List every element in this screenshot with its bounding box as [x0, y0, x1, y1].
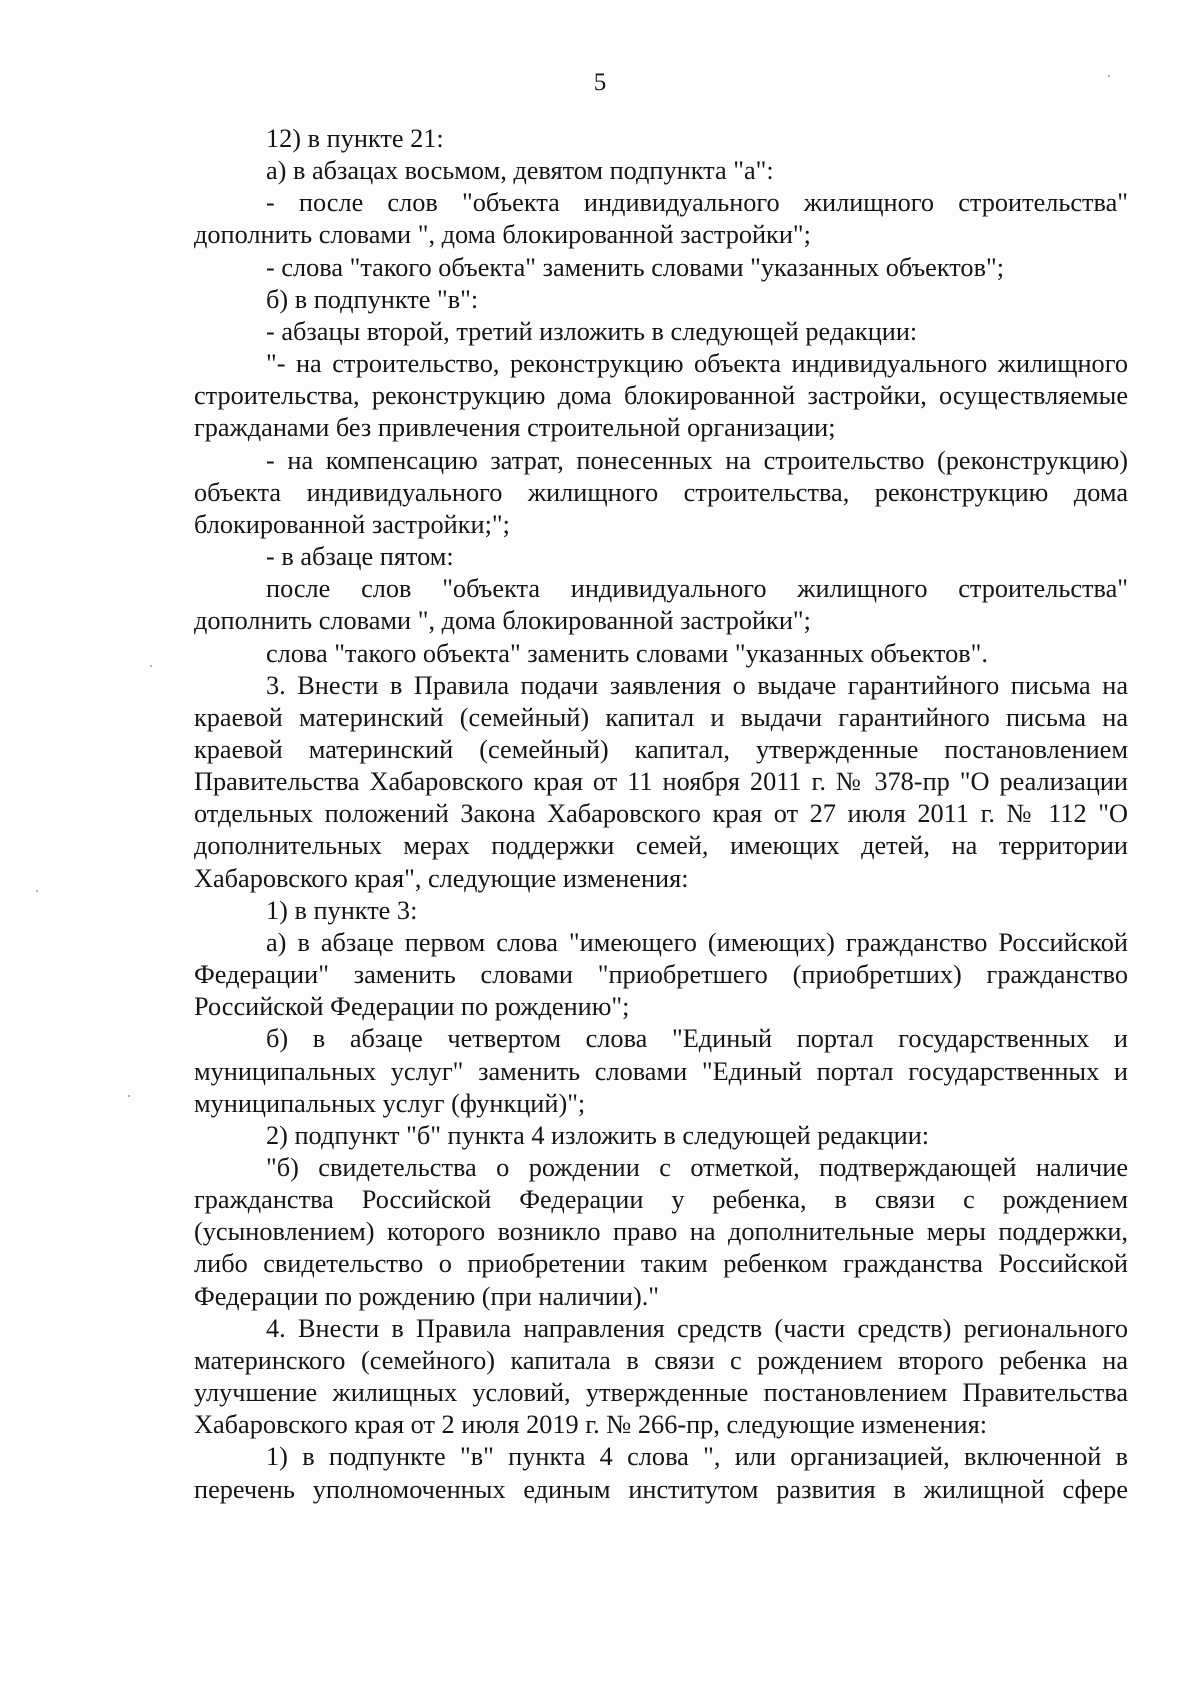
paragraph: - слова "такого объекта" заменить словами "указанных объектов";: [266, 252, 1005, 282]
paragraph: 1) в пункте 3:: [266, 895, 418, 925]
paragraph: после слов "объекта индивидуального жилищного строительства" дополнить словами ", дома блокированной застройки";: [194, 574, 1128, 636]
paragraph: 1) в подпункте "в" пункта 4 слова ", или организацией, включенной в перечень уполномоченных единым институтом развития в жилищной сфере: [194, 1442, 1128, 1504]
paragraph: - в абзаце пятом:: [266, 542, 454, 572]
paragraph: "- на строительство, реконструкцию объекта индивидуального жилищного строительства, реконструкцию дома блокированной застройки, осуществляемые гражданами без привлечения строительной организации;: [194, 349, 1128, 443]
paragraph: 2) подпункт "б" пункта 4 изложить в следующей редакции:: [266, 1120, 930, 1150]
scan-speck: [128, 1095, 130, 1097]
paragraph: 4. Внести в Правила направления средств (части средств) регионального материнского (семейного) капитала в связи с рождением второго ребенка на улучшение жилищных условий, утвержденные постановлением Правительства Хабаровского края от 2 июля 2019 г. № 266-пр, следующие изменения:: [194, 1313, 1128, 1440]
paragraph: б) в абзаце четвертом слова "Единый портал государственных и муниципальных услуг" заменить словами "Единый портал государственных и муниципальных услуг (функций)";: [194, 1024, 1128, 1118]
scan-speck: [150, 665, 152, 667]
paragraph: а) в абзаце первом слова "имеющего (имеющих) гражданство Российской Федерации" заменить словами "приобретшего (приобретших) гражданство Российской Федерации по рождению";: [194, 927, 1128, 1022]
paragraph: - абзацы второй, третий изложить в следующей редакции:: [266, 316, 918, 346]
paragraph: слова "такого объекта" заменить словами "указанных объектов".: [266, 638, 988, 668]
paragraph: б) в подпункте "в":: [266, 284, 479, 314]
paragraph: - после слов "объекта индивидуального жилищного строительства" дополнить словами ", дома блокированной застройки";: [194, 188, 1128, 250]
paragraph: - на компенсацию затрат, понесенных на строительство (реконструкцию) объекта индивидуального жилищного строительства, реконструкцию дома блокированной застройки;";: [194, 445, 1128, 539]
page-number: 5: [593, 69, 607, 96]
paragraph: 3. Внести в Правила подачи заявления о выдаче гарантийного письма на краевой материнский (семейный) капитал и выдачи гарантийного письма на краевой материнский (семейный) капитал, утвержденные постановлением Правительства Хабаровского края от 11 ноября 2011 г. № 378-пр "О реализации отдельных положений Закона Хабаровского края от 27 июля 2011 г. № 112 "О дополнительных мерах поддержки семей, имеющих детей, на территории Хабаровского края", следующие изменения:: [194, 670, 1128, 893]
document-body: [194, 123, 1128, 1506]
scan-speck: [1108, 75, 1110, 77]
paragraph: а) в абзацах восьмом, девятом подпункта "а":: [266, 156, 774, 186]
scan-speck: [36, 890, 38, 892]
paragraph: "б) свидетельства о рождении с отметкой, подтверждающей наличие гражданства Российской Федерации у ребенка, в связи с рождением (усыновлением) которого возникло право на дополнительные меры поддержки, либо свидетельство о приобретении таким ребенком гражданства Российской Федерации по рождению (при наличии).": [194, 1153, 1128, 1311]
paragraph: 12) в пункте 21:: [266, 124, 444, 153]
